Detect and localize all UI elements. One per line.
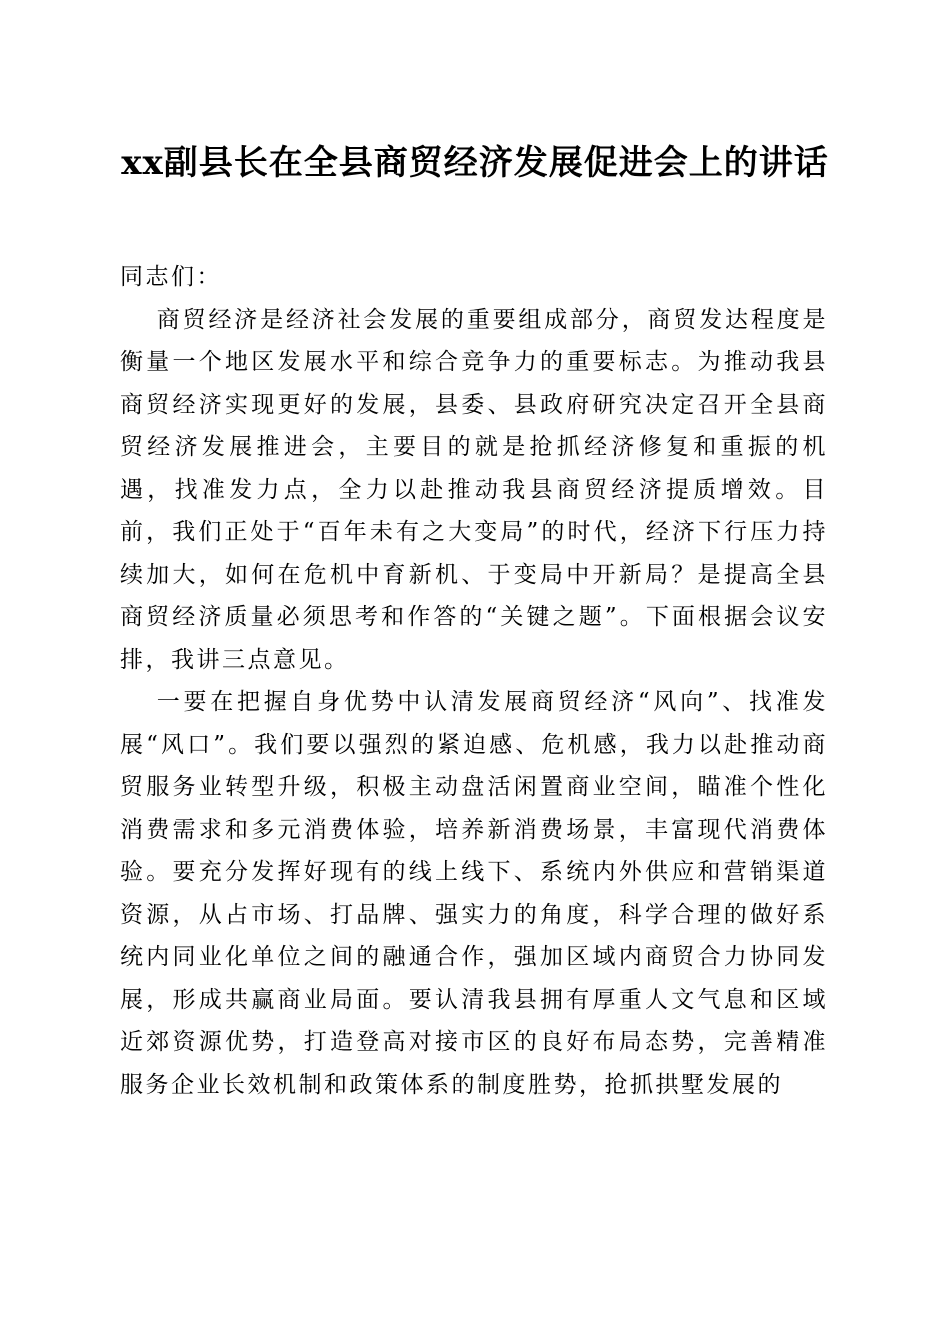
paragraph-intro: 商贸经济是经济社会发展的重要组成部分，商贸发达程度是衡量一个地区发展水平和综合竞争力的重要标志。为推动我县商贸经济实现更好的发展，县委、县政府研究决定召开全县商贸经济发展推进会，主要目的就是抢抓经济修复和重振的机遇，找准发力点，全力以赴推动我县商贸经济提质增效。目前，我们正处于“百年未有之大变局”的时代，经济下行压力持续加大，如何在危机中育新机、于变局中开新局？是提高全县商贸经济质量必须思考和作答的“关键之题”。下面根据会议安排，我讲三点意见。 — [120, 306, 828, 673]
paragraph-point-one: 一要在把握自身优势中认清发展商贸经济“风向”、找准发展“风口”。我们要以强烈的紧迫感、危机感，我力以赴推动商贸服务业转型升级，积极主动盘活闲置商业空间，瞄准个性化消费需求和多元消费体验，培养新消费场景，丰富现代消费体验。要充分发挥好现有的线上线下、系统内外供应和营销渠道资源，从占市场、打品牌、强实力的角度，科学合理的做好系统内同业化单位之间的融通合作，强加区域内商贸合力协同发展，形成共赢商业局面。要认清我县拥有厚重人文气息和区域近郊资源优势，打造登高对接市区的良好布局态势，完善精准服务企业长效机制和政策体系的制度胜势，抢抓拱墅发展的 — [120, 689, 828, 1098]
salutation: 同志们： — [120, 264, 222, 290]
document-title: xx副县长在全县商贸经济发展促进会上的讲话 — [121, 143, 829, 183]
document-body — [120, 256, 828, 1106]
